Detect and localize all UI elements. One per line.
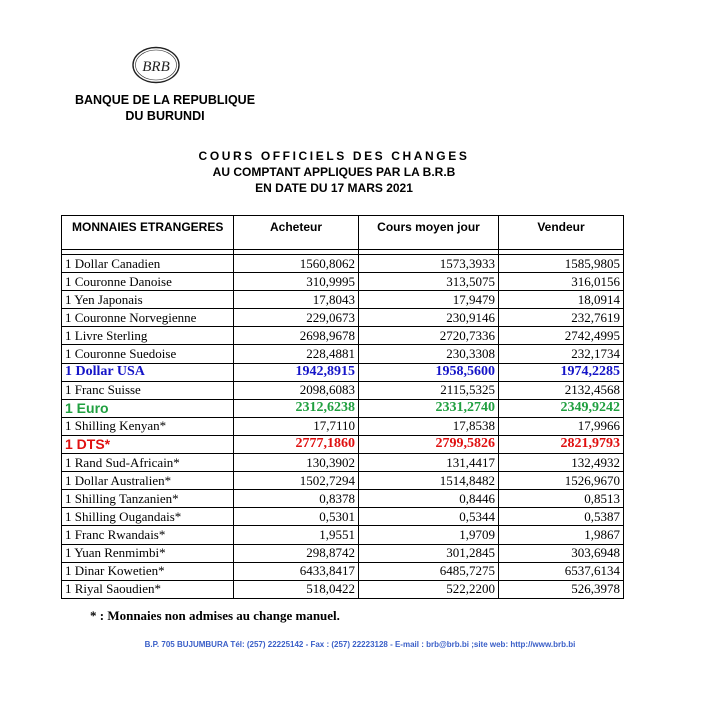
mid-rate: 2331,2740 bbox=[359, 399, 499, 417]
sell-rate: 2742,4995 bbox=[499, 327, 624, 345]
currency-name: 1 Shilling Kenyan* bbox=[62, 417, 234, 435]
header-average: Cours moyen jour bbox=[359, 216, 499, 250]
table-row bbox=[62, 327, 624, 345]
currency-name: 1 Dollar USA bbox=[62, 363, 234, 381]
mid-rate: 2720,7336 bbox=[359, 327, 499, 345]
currency-name: 1 Riyal Saoudien* bbox=[62, 580, 234, 598]
title-line2: AU COMPTANT APPLIQUES PAR LA B.R.B bbox=[212, 165, 456, 179]
buy-rate: 298,8742 bbox=[234, 544, 359, 562]
table-row bbox=[62, 381, 624, 399]
table-row bbox=[62, 472, 624, 490]
buy-rate: 229,0673 bbox=[234, 309, 359, 327]
brb-logo bbox=[131, 46, 181, 84]
currency-name: 1 Couronne Danoise bbox=[62, 273, 234, 291]
mid-rate: 1,9709 bbox=[359, 526, 499, 544]
currency-name: 1 Dollar Canadien bbox=[62, 255, 234, 273]
document-title bbox=[150, 148, 518, 196]
sell-rate: 232,7619 bbox=[499, 309, 624, 327]
buy-rate: 0,8378 bbox=[234, 490, 359, 508]
buy-rate: 1,9551 bbox=[234, 526, 359, 544]
currency-name: 1 Dinar Kowetien* bbox=[62, 562, 234, 580]
mid-rate: 313,5075 bbox=[359, 273, 499, 291]
sell-rate: 2821,9793 bbox=[499, 435, 624, 453]
footnote: * : Monnaies non admises au change manuel. bbox=[90, 608, 340, 623]
currency-name: 1 Shilling Ougandais* bbox=[62, 508, 234, 526]
currency-name: 1 Yen Japonais bbox=[62, 291, 234, 309]
mid-rate: 1514,8482 bbox=[359, 472, 499, 490]
sell-rate: 526,3978 bbox=[499, 580, 624, 598]
sell-rate: 2132,4568 bbox=[499, 381, 624, 399]
buy-rate: 228,4881 bbox=[234, 345, 359, 363]
buy-rate: 0,5301 bbox=[234, 508, 359, 526]
bank-name-line2: DU BURUNDI bbox=[125, 109, 205, 123]
header-seller: Vendeur bbox=[499, 216, 624, 250]
sell-rate: 17,9966 bbox=[499, 417, 624, 435]
mid-rate: 301,2845 bbox=[359, 544, 499, 562]
sell-rate: 1974,2285 bbox=[499, 363, 624, 381]
table-row bbox=[62, 454, 624, 472]
mid-rate: 0,5344 bbox=[359, 508, 499, 526]
buy-rate: 130,3902 bbox=[234, 454, 359, 472]
mid-rate: 230,9146 bbox=[359, 309, 499, 327]
mid-rate: 2115,5325 bbox=[359, 381, 499, 399]
currency-name: 1 Franc Suisse bbox=[62, 381, 234, 399]
sell-rate: 316,0156 bbox=[499, 273, 624, 291]
currency-name: 1 Rand Sud-Africain* bbox=[62, 454, 234, 472]
sell-rate: 232,1734 bbox=[499, 345, 624, 363]
sell-rate: 1,9867 bbox=[499, 526, 624, 544]
currency-name: 1 DTS* bbox=[62, 435, 234, 453]
title-line1: COURS OFFICIELS DES CHANGES bbox=[198, 149, 470, 163]
buy-rate: 17,7110 bbox=[234, 417, 359, 435]
table-row bbox=[62, 273, 624, 291]
mid-rate: 522,2200 bbox=[359, 580, 499, 598]
sell-rate: 0,5387 bbox=[499, 508, 624, 526]
table-row bbox=[62, 490, 624, 508]
mid-rate: 0,8446 bbox=[359, 490, 499, 508]
header-buyer: Acheteur bbox=[234, 216, 359, 250]
sell-rate: 1526,9670 bbox=[499, 472, 624, 490]
table-row bbox=[62, 417, 624, 435]
sell-rate: 1585,9805 bbox=[499, 255, 624, 273]
currency-name: 1 Dollar Australien* bbox=[62, 472, 234, 490]
buy-rate: 6433,8417 bbox=[234, 562, 359, 580]
mid-rate: 2799,5826 bbox=[359, 435, 499, 453]
table-row-eur bbox=[62, 399, 624, 417]
table-row bbox=[62, 562, 624, 580]
currency-name: 1 Couronne Norvegienne bbox=[62, 309, 234, 327]
mid-rate: 6485,7275 bbox=[359, 562, 499, 580]
mid-rate: 131,4417 bbox=[359, 454, 499, 472]
buy-rate: 518,0422 bbox=[234, 580, 359, 598]
exchange-rates-table bbox=[61, 215, 624, 599]
sell-rate: 2349,9242 bbox=[499, 399, 624, 417]
buy-rate: 2777,1860 bbox=[234, 435, 359, 453]
buy-rate: 2312,6238 bbox=[234, 399, 359, 417]
table-row bbox=[62, 526, 624, 544]
mid-rate: 230,3308 bbox=[359, 345, 499, 363]
currency-name: 1 Franc Rwandais* bbox=[62, 526, 234, 544]
mid-rate: 1958,5600 bbox=[359, 363, 499, 381]
sell-rate: 18,0914 bbox=[499, 291, 624, 309]
buy-rate: 2098,6083 bbox=[234, 381, 359, 399]
table-row bbox=[62, 544, 624, 562]
mid-rate: 17,9479 bbox=[359, 291, 499, 309]
table-row bbox=[62, 309, 624, 327]
header-currency: MONNAIES ETRANGERES bbox=[62, 216, 234, 250]
currency-name: 1 Yuan Renmimbi* bbox=[62, 544, 234, 562]
sell-rate: 6537,6134 bbox=[499, 562, 624, 580]
bank-name-line1: BANQUE DE LA REPUBLIQUE bbox=[74, 93, 256, 107]
mid-rate: 17,8538 bbox=[359, 417, 499, 435]
table-header-row bbox=[62, 216, 624, 250]
buy-rate: 1502,7294 bbox=[234, 472, 359, 490]
table-row-usd bbox=[62, 363, 624, 381]
table-row bbox=[62, 345, 624, 363]
sell-rate: 132,4932 bbox=[499, 454, 624, 472]
title-line3: EN DATE DU 17 MARS 2021 bbox=[255, 181, 413, 195]
logo-monogram: BRB bbox=[142, 59, 170, 75]
currency-name: 1 Couronne Suedoise bbox=[62, 345, 234, 363]
currency-name: 1 Shilling Tanzanien* bbox=[62, 490, 234, 508]
sell-rate: 0,8513 bbox=[499, 490, 624, 508]
bank-name bbox=[60, 92, 270, 124]
table-row bbox=[62, 255, 624, 273]
buy-rate: 17,8043 bbox=[234, 291, 359, 309]
table-row-dts bbox=[62, 435, 624, 453]
buy-rate: 2698,9678 bbox=[234, 327, 359, 345]
mid-rate: 1573,3933 bbox=[359, 255, 499, 273]
buy-rate: 310,9995 bbox=[234, 273, 359, 291]
table-row bbox=[62, 508, 624, 526]
buy-rate: 1942,8915 bbox=[234, 363, 359, 381]
table-row bbox=[62, 291, 624, 309]
contact-info: B.P. 705 BUJUMBURA Tél: (257) 22225142 - Fax : (257) 22223128 - E-mail : brb@brb.bi ;site web: http://www.brb.bi bbox=[144, 640, 576, 649]
buy-rate: 1560,8062 bbox=[234, 255, 359, 273]
table-row bbox=[62, 580, 624, 598]
currency-name: 1 Livre Sterling bbox=[62, 327, 234, 345]
sell-rate: 303,6948 bbox=[499, 544, 624, 562]
currency-name: 1 Euro bbox=[62, 399, 234, 417]
